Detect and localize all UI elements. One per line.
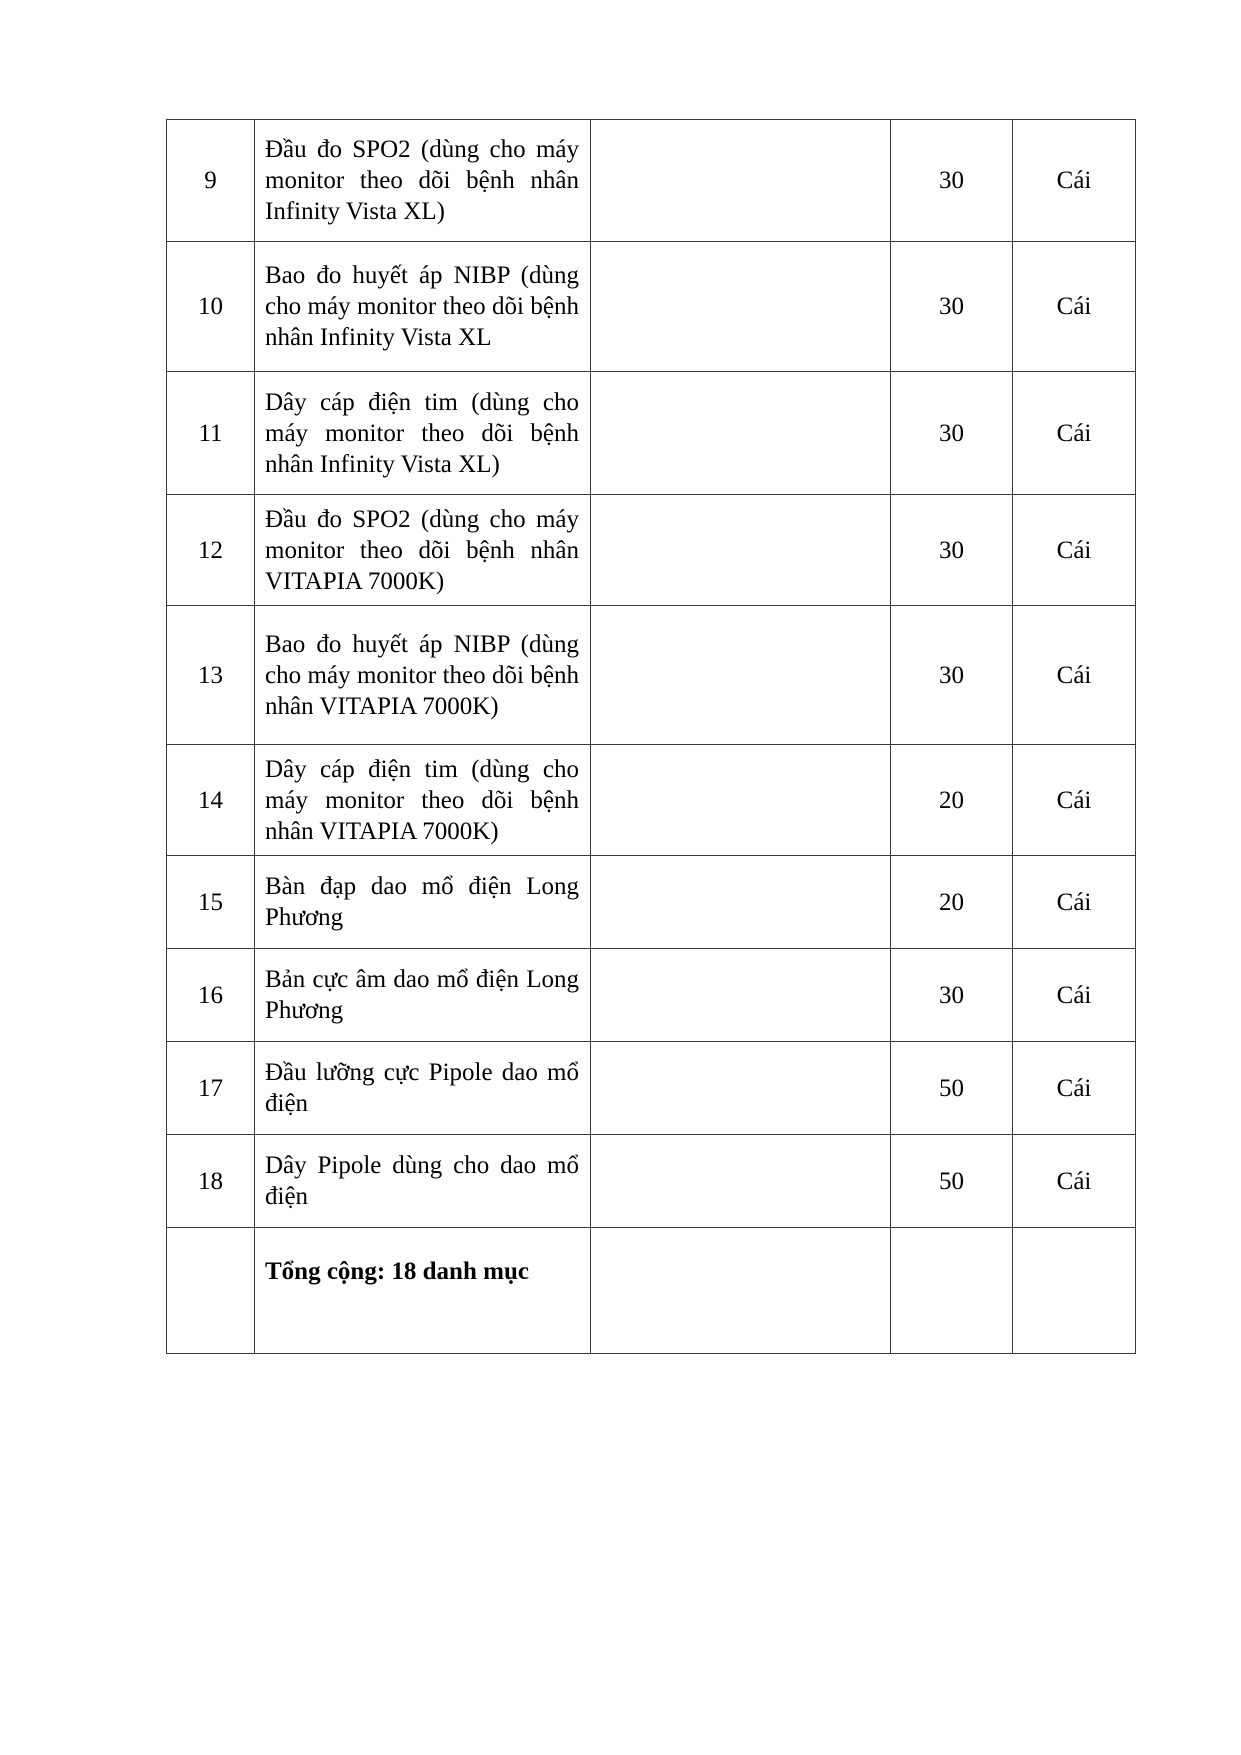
item-name: Đầu lưỡng cực Pipole dao mổ điện [255, 1042, 591, 1135]
total-spec [591, 1228, 891, 1354]
row-number: 18 [167, 1135, 255, 1228]
item-quantity: 20 [891, 745, 1013, 856]
item-name: Bàn đạp dao mổ điện Long Phương [255, 856, 591, 949]
row-number: 13 [167, 606, 255, 745]
total-quantity [891, 1228, 1013, 1354]
item-unit: Cái [1013, 495, 1136, 606]
item-spec [591, 1042, 891, 1135]
item-quantity: 50 [891, 1135, 1013, 1228]
item-unit: Cái [1013, 1135, 1136, 1228]
item-quantity: 30 [891, 495, 1013, 606]
row-number: 12 [167, 495, 255, 606]
table-row [167, 1042, 1136, 1135]
item-unit: Cái [1013, 372, 1136, 495]
item-spec [591, 242, 891, 372]
item-spec [591, 372, 891, 495]
item-spec [591, 856, 891, 949]
row-number: 15 [167, 856, 255, 949]
item-name: Đầu đo SPO2 (dùng cho máy monitor theo dõi bệnh nhân Infinity Vista XL) [255, 120, 591, 242]
item-quantity: 30 [891, 949, 1013, 1042]
equipment-table [166, 119, 1136, 1354]
row-number: 10 [167, 242, 255, 372]
table-row [167, 372, 1136, 495]
table-row [167, 120, 1136, 242]
item-spec [591, 745, 891, 856]
total-unit [1013, 1228, 1136, 1354]
item-quantity: 30 [891, 606, 1013, 745]
item-unit: Cái [1013, 606, 1136, 745]
item-quantity: 30 [891, 120, 1013, 242]
item-unit: Cái [1013, 949, 1136, 1042]
item-unit: Cái [1013, 856, 1136, 949]
item-quantity: 30 [891, 372, 1013, 495]
item-name: Dây Pipole dùng cho dao mổ điện [255, 1135, 591, 1228]
item-unit: Cái [1013, 745, 1136, 856]
table-row [167, 1135, 1136, 1228]
total-row [167, 1228, 1136, 1354]
item-spec [591, 1135, 891, 1228]
item-spec [591, 495, 891, 606]
item-name: Bao đo huyết áp NIBP (dùng cho máy monitor theo dõi bệnh nhân VITAPIA 7000K) [255, 606, 591, 745]
row-number: 17 [167, 1042, 255, 1135]
table-row [167, 949, 1136, 1042]
total-row-number [167, 1228, 255, 1354]
table-row [167, 495, 1136, 606]
item-spec [591, 606, 891, 745]
item-quantity: 30 [891, 242, 1013, 372]
item-quantity: 20 [891, 856, 1013, 949]
table-row [167, 606, 1136, 745]
item-name: Đầu đo SPO2 (dùng cho máy monitor theo dõi bệnh nhân VITAPIA 7000K) [255, 495, 591, 606]
table-row [167, 745, 1136, 856]
item-unit: Cái [1013, 120, 1136, 242]
item-unit: Cái [1013, 1042, 1136, 1135]
item-spec [591, 120, 891, 242]
item-unit: Cái [1013, 242, 1136, 372]
row-number: 11 [167, 372, 255, 495]
total-label: Tổng cộng: 18 danh mục [255, 1228, 591, 1354]
item-name: Bao đo huyết áp NIBP (dùng cho máy monitor theo dõi bệnh nhân Infinity Vista XL [255, 242, 591, 372]
row-number: 16 [167, 949, 255, 1042]
item-name: Dây cáp điện tim (dùng cho máy monitor theo dõi bệnh nhân Infinity Vista XL) [255, 372, 591, 495]
table-row [167, 856, 1136, 949]
row-number: 9 [167, 120, 255, 242]
table-row [167, 242, 1136, 372]
item-name: Bản cực âm dao mổ điện Long Phương [255, 949, 591, 1042]
item-name: Dây cáp điện tim (dùng cho máy monitor theo dõi bệnh nhân VITAPIA 7000K) [255, 745, 591, 856]
row-number: 14 [167, 745, 255, 856]
item-quantity: 50 [891, 1042, 1013, 1135]
item-spec [591, 949, 891, 1042]
